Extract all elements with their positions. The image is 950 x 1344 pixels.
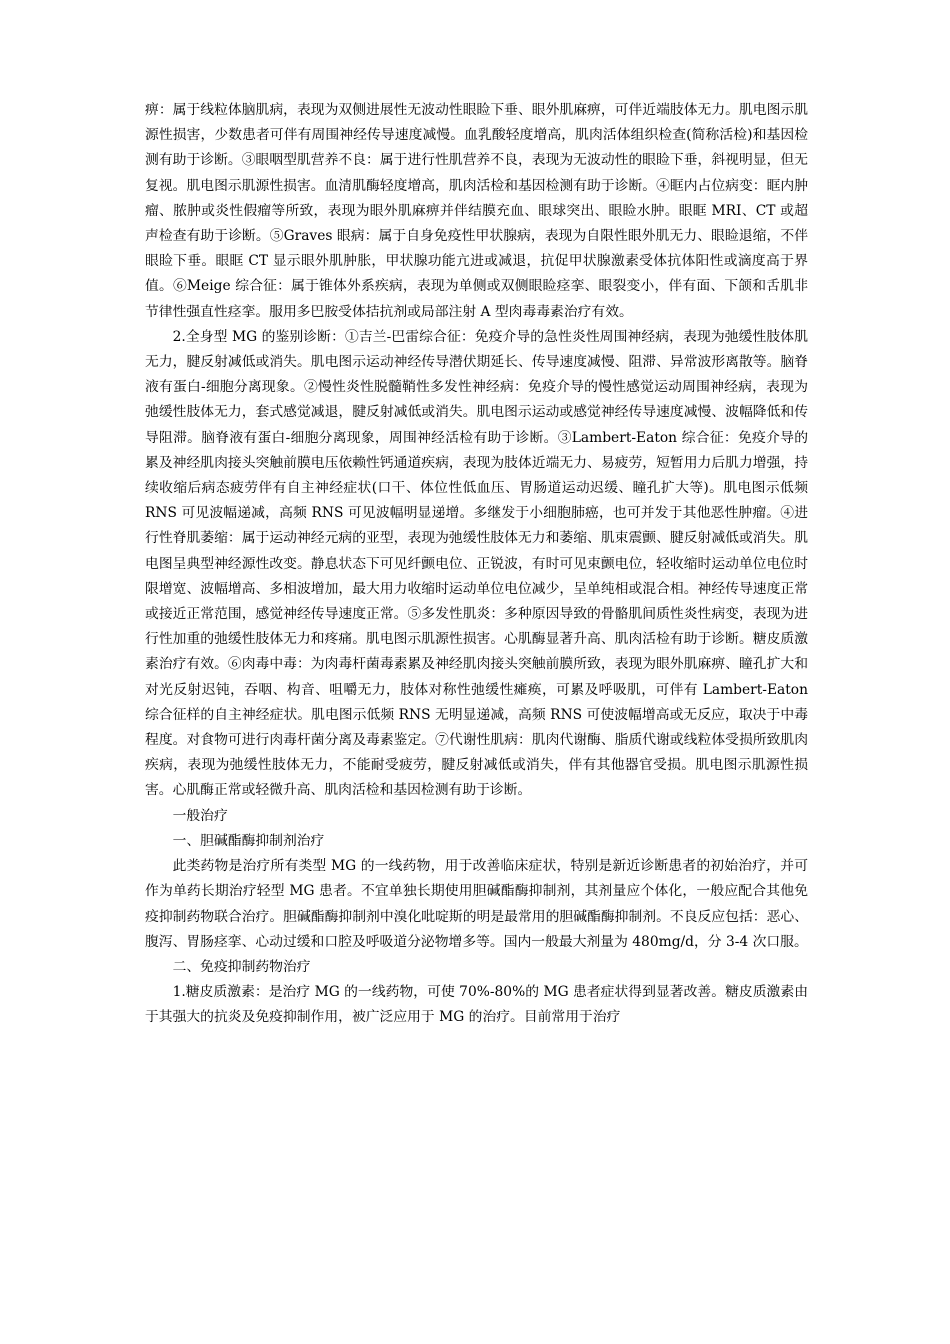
paragraph-ocular-differential-continued: 痹：属于线粒体脑肌病，表现为双侧进展性无波动性眼睑下垂、眼外肌麻痹，可伴近端肢体无力。肌电图示肌源性损害，少数患者可伴有周围神经传导速度减慢。血乳酸轻度增高，肌肉活体组织检查(简称活检)和基因检测有助于诊断。③眼咽型肌营养不良：属于进行性肌营养不良，表现为无波动性的眼睑下垂，斜视明显，但无复视。肌电图示肌源性损害。血清肌酶轻度增高，肌肉活检和基因检测有助于诊断。④眶内占位病变：眶内肿瘤、脓肿或炎性假瘤等所致，表现为眼外肌麻痹并伴结膜充血、眼球突出、眼睑水肿。眼眶 MRI、CT 或超声检查有助于诊断。⑤Graves 眼病：属于自身免疫性甲状腺病，表现为自限性眼外肌无力、眼睑退缩，不伴眼睑下垂。眼眶 CT 显示眼外肌肿胀，甲状腺功能亢进或减退，抗促甲状腺激素受体抗体阳性或滴度高于界值。⑥Meige 综合征：属于锥体外系疾病，表现为单侧或双侧眼睑痉挛、眼裂变小，伴有面、下颌和舌肌非节律性强直性痉挛。服用多巴胺受体拮抗剂或局部注射 A 型肉毒毒素治疗有效。	[145, 102, 808, 320]
paragraph-generalized-mg-differential: 2.全身型 MG 的鉴别诊断：①吉兰-巴雷综合征：免疫介导的急性炎性周围神经病，表现为弛缓性肢体肌无力，腱反射减低或消失。肌电图示运动神经传导潜伏期延长、传导速度减慢、阻滞、异常波形离散等。脑脊液有蛋白-细胞分离现象。②慢性炎性脱髓鞘性多发性神经病：免疫介导的慢性感觉运动周围神经病，表现为弛缓性肢体无力，套式感觉减退，腱反射减低或消失。肌电图示运动或感觉神经传导速度减慢、波幅降低和传导阻滞。脑脊液有蛋白-细胞分离现象，周围神经活检有助于诊断。③Lambert-Eaton 综合征：免疫介导的累及神经肌肉接头突触前膜电压依赖性钙通道疾病，表现为肢体近端无力、易疲劳，短暂用力后肌力增强，持续收缩后病态疲劳伴有自主神经症状(口干、体位性低血压、胃肠道运动迟缓、瞳孔扩大等)。肌电图示低频 RNS 可见波幅递减，高频 RNS 可见波幅明显递增。多继发于小细胞肺癌，也可并发于其他恶性肿瘤。④进行性脊肌萎缩：属于运动神经元病的亚型，表现为弛缓性肢体无力和萎缩、肌束震颤、腱反射减低或消失。肌电图呈典型神经源性改变。静息状态下可见纤颤电位、正锐波，有时可见束颤电位，轻收缩时运动单位电位时限增宽、波幅增高、多相波增加，最大用力收缩时运动单位电位减少，呈单纯相或混合相。神经传导速度正常或接近正常范围，感觉神经传导速度正常。⑤多发性肌炎：多种原因导致的骨骼肌间质性炎性病变，表现为进行性加重的弛缓性肢体无力和疼痛。肌电图示肌源性损害。心肌酶显著升高、肌肉活检有助于诊断。糖皮质激素治疗有效。⑥肉毒中毒：为肉毒杆菌毒素累及神经肌肉接头突触前膜所致，表现为眼外肌麻痹、瞳孔扩大和对光反射迟钝，吞咽、构音、咀嚼无力，肢体对称性弛缓性瘫痪，可累及呼吸肌，可伴有 Lambert-Eaton 综合征样的自主神经症状。肌电图示低频 RNS 无明显递减，高频 RNS 可使波幅增高或无反应，取决于中毒程度。对食物可进行肉毒杆菌分离及毒素鉴定。⑦代谢性肌病：肌肉代谢酶、脂质代谢或线粒体受损所致肌肉疾病，表现为弛缓性肢体无力，不能耐受疲劳，腱反射减低或消失，伴有其他器官受损。肌电图示肌源性损害。心肌酶正常或轻微升高、肌肉活检和基因检测有助于诊断。	[145, 328, 808, 799]
paragraph-cholinesterase-inhibitor: 此类药物是治疗所有类型 MG 的一线药物，用于改善临床症状，特别是新近诊断患者的初始治疗，并可作为单药长期治疗轻型 MG 患者。不宜单独长期使用胆碱酯酶抑制剂，其剂量应个体化，一般应配合其他免疫抑制药物联合治疗。胆碱酯酶抑制剂中溴化吡啶斯的明是最常用的胆碱酯酶抑制剂。不良反应包括：恶心、腹泻、胃肠痉挛、心动过缓和口腔及呼吸道分泌物增多等。国内一般最大剂量为 480mg/d，分 3-4 次口服。	[145, 858, 808, 950]
heading-general-treatment: 一般治疗	[172, 807, 228, 824]
heading-cholinesterase-inhibitor: 一、胆碱酯酶抑制剂治疗	[172, 832, 325, 849]
paragraph-glucocorticoids: 1.糖皮质激素：是治疗 MG 的一线药物，可使 70%-80%的 MG 患者症状得到显著改善。糖皮质激素由于其强大的抗炎及免疫抑制作用，被广泛应用于 MG 的治疗。目前常用于治疗	[145, 984, 808, 1026]
document-page	[145, 98, 808, 1031]
heading-immunosuppressive-therapy: 二、免疫抑制药物治疗	[172, 958, 311, 975]
